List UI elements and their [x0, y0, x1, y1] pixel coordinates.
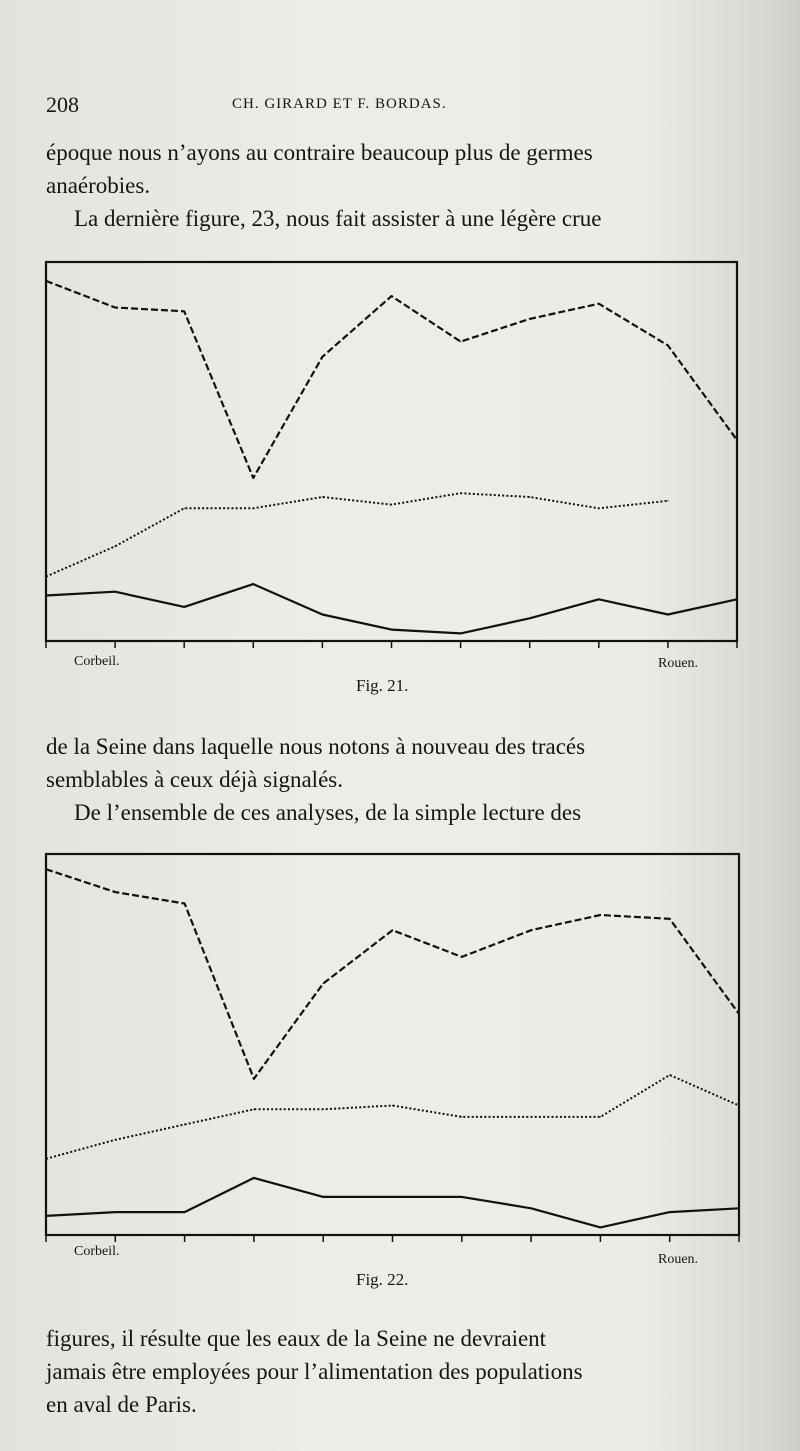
text-block-2: [46, 730, 736, 829]
data-point: [531, 1116, 532, 1117]
figure-21-caption: Fig. 21.: [356, 676, 409, 695]
data-point: [45, 1158, 46, 1159]
data-point: [667, 500, 668, 501]
data-point: [115, 546, 116, 547]
series-line-dashed: [46, 281, 737, 478]
data-point: [323, 983, 324, 984]
data-point: [253, 508, 254, 509]
data-point: [531, 930, 532, 931]
data-point: [598, 508, 599, 509]
data-point: [253, 1177, 254, 1178]
data-point: [184, 1124, 185, 1125]
page-number: 208: [46, 92, 79, 117]
data-point: [529, 618, 530, 619]
data-point: [392, 1196, 393, 1197]
text-line: jamais être employées pour l’alimentation des populations: [46, 1359, 583, 1384]
data-point: [738, 1013, 739, 1014]
data-point: [392, 930, 393, 931]
data-point: [598, 599, 599, 600]
text-line: anaérobies.: [46, 173, 151, 198]
series-line-dotted: [46, 493, 668, 576]
data-point: [461, 1116, 462, 1117]
data-point: [184, 903, 185, 904]
chart-frame: [46, 854, 739, 1235]
data-point: [736, 599, 737, 600]
data-point: [184, 508, 185, 509]
figure-22-left-label: Corbeil.: [74, 1244, 120, 1259]
data-point: [738, 1208, 739, 1209]
data-point: [184, 606, 185, 607]
data-point: [529, 318, 530, 319]
series-line-dashed: [46, 869, 739, 1079]
data-point: [600, 1227, 601, 1228]
data-point: [667, 345, 668, 346]
text-line: en aval de Paris.: [46, 1392, 197, 1417]
data-point: [669, 1212, 670, 1213]
figure-22-chart: [44, 852, 742, 1252]
data-point: [391, 504, 392, 505]
data-point: [45, 1215, 46, 1216]
data-point: [738, 1105, 739, 1106]
data-point: [322, 496, 323, 497]
data-point: [667, 614, 668, 615]
text-line: semblables à ceux déjà signalés.: [46, 767, 343, 792]
chart-frame: [46, 262, 737, 641]
figure-21-left-label: Corbeil.: [74, 654, 120, 669]
series-line-solid: [46, 584, 737, 633]
data-point: [461, 956, 462, 957]
data-point: [322, 614, 323, 615]
data-point: [45, 280, 46, 281]
data-point: [253, 1109, 254, 1110]
data-point: [391, 296, 392, 297]
data-point: [460, 341, 461, 342]
data-point: [322, 356, 323, 357]
data-point: [600, 914, 601, 915]
data-point: [391, 629, 392, 630]
data-point: [115, 591, 116, 592]
data-point: [461, 1196, 462, 1197]
series-line-solid: [46, 1178, 739, 1228]
data-point: [115, 1212, 116, 1213]
data-point: [531, 1208, 532, 1209]
text-line: figures, il résulte que les eaux de la Seine ne devraient: [46, 1326, 547, 1351]
figure-21-right-label: Rouen.: [658, 656, 699, 671]
data-point: [529, 496, 530, 497]
data-point: [115, 307, 116, 308]
data-point: [600, 1116, 601, 1117]
text-block-3: [46, 1322, 736, 1421]
data-point: [45, 595, 46, 596]
data-point: [115, 1139, 116, 1140]
data-point: [45, 576, 46, 577]
data-point: [392, 1105, 393, 1106]
data-point: [253, 584, 254, 585]
data-point: [598, 303, 599, 304]
text-block-1: [46, 136, 736, 235]
text-line: de la Seine dans laquelle nous notons à nouveau des tracés: [46, 734, 586, 759]
figure-22: [44, 852, 742, 1289]
data-point: [669, 918, 670, 919]
data-point: [460, 493, 461, 494]
data-point: [253, 477, 254, 478]
series-line-dotted: [46, 1075, 739, 1159]
figure-21: [44, 260, 740, 695]
data-point: [45, 869, 46, 870]
data-point: [184, 311, 185, 312]
data-point: [460, 633, 461, 634]
figure-21-chart: [44, 260, 740, 660]
data-point: [669, 1074, 670, 1075]
data-point: [736, 440, 737, 441]
figure-22-right-label: Rouen.: [658, 1252, 699, 1267]
data-point: [184, 1212, 185, 1213]
data-point: [115, 892, 116, 893]
figure-22-caption: Fig. 22.: [356, 1270, 409, 1289]
text-line: De l’ensemble de ces analyses, de la simple lecture des: [74, 800, 582, 825]
data-point: [253, 1078, 254, 1079]
text-line: La dernière figure, 23, nous fait assister à une légère crue: [74, 206, 602, 231]
text-line: époque nous n’ayons au contraire beaucoup plus de germes: [46, 140, 593, 165]
running-head: CH. GIRARD ET F. BORDAS.: [232, 96, 447, 112]
data-point: [323, 1196, 324, 1197]
data-point: [323, 1109, 324, 1110]
page-header: [46, 92, 746, 120]
